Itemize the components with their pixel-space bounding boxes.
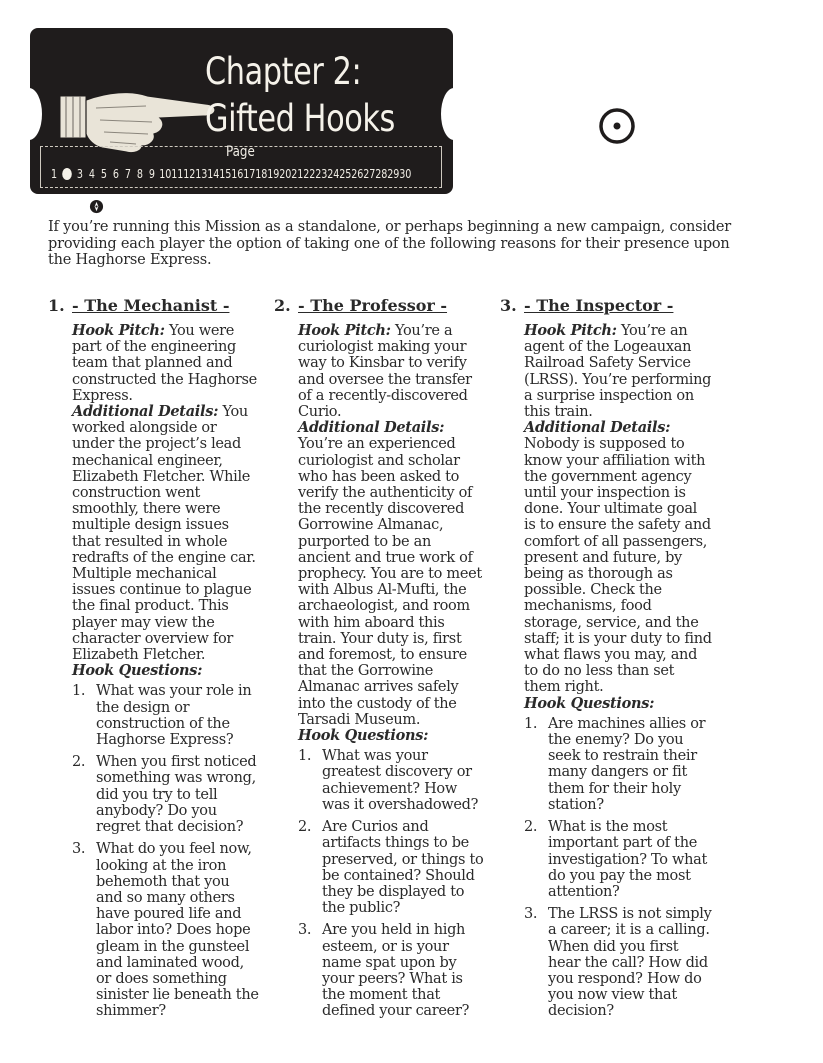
page-number[interactable]: 27 — [363, 167, 376, 181]
page-number[interactable]: 5 — [100, 167, 108, 181]
page-number[interactable]: 15 — [219, 167, 232, 181]
question-number: 2. — [524, 819, 538, 836]
chapter-banner — [30, 28, 453, 194]
hook-details — [72, 404, 260, 663]
hook-column-professor — [274, 296, 486, 1026]
hook-pitch-label: Hook Pitch: — [72, 322, 165, 339]
list-item — [298, 748, 486, 813]
list-item — [524, 716, 712, 813]
question-text: Are Curios and artifacts things to be preserved, or things to be contained? Should they be displayed to the public? — [322, 819, 484, 917]
hook-pitch-label: Hook Pitch: — [298, 322, 391, 339]
page-number[interactable]: 10 — [159, 167, 172, 181]
page-number[interactable]: 29 — [387, 167, 400, 181]
page-number[interactable]: 18 — [255, 167, 268, 181]
list-item — [72, 683, 260, 748]
page-number[interactable]: 3 — [76, 167, 84, 181]
hook-details-label: Additional Details: — [72, 403, 219, 421]
page-number[interactable]: 30 — [399, 167, 412, 181]
page-number[interactable]: 22 — [303, 167, 316, 181]
page-number[interactable]: 24 — [327, 167, 340, 181]
hook-pitch — [524, 323, 712, 420]
list-item — [72, 754, 260, 835]
hook-name: - The Inspector - — [524, 296, 674, 315]
page-number[interactable]: 6 — [112, 167, 120, 181]
circled-dot-icon — [597, 106, 637, 146]
chapter-title-line1: Chapter 2: — [205, 50, 362, 93]
hook-number: 3. — [500, 296, 517, 315]
banner-notch-left — [16, 88, 42, 140]
question-text: What was your greatest discovery or achievement? How was it overshadowed? — [322, 748, 479, 813]
question-text: Are you held in high esteem, or is your name spat upon by your peers? What is the moment that defined your career? — [322, 922, 470, 1020]
hook-questions-list — [298, 748, 486, 1019]
question-text: When you first noticed something was wrong, did you try to tell anybody? Do you regret that decision? — [96, 754, 257, 836]
page-number[interactable]: 14 — [207, 167, 220, 181]
question-number: 3. — [524, 906, 538, 923]
hook-pitch-text: You were part of the engineering team that planned and constructed the Haghorse Express. — [72, 323, 257, 404]
hook-number: 1. — [48, 296, 65, 315]
page-number[interactable]: 23 — [315, 167, 328, 181]
hook-questions-label: Hook Questions: — [72, 662, 203, 680]
question-number: 1. — [72, 683, 86, 700]
hook-details — [298, 420, 486, 728]
hook-questions-list — [524, 716, 712, 1020]
compass-icon — [89, 199, 104, 214]
question-text: What was your role in the design or construction of the Haghorse Express? — [96, 683, 252, 749]
hook-questions-label: Hook Questions: — [298, 727, 429, 745]
question-text: Are machines allies or the enemy? Do you seek to restrain their many dangers or fit them for their holy station? — [548, 715, 706, 813]
hook-name: - The Mechanist - — [72, 296, 230, 315]
question-number: 3. — [72, 841, 86, 858]
page-number[interactable]: 7 — [124, 167, 132, 181]
question-number: 1. — [524, 715, 538, 732]
hook-pitch — [72, 323, 260, 404]
hook-details-label: Additional Details: — [298, 419, 445, 437]
page-number[interactable]: 25 — [339, 167, 352, 181]
page-label: Page — [226, 144, 255, 160]
hook-details-text: You’re an experienced curiologist and scholar who has been asked to verify the authenticity of the recently discovered Gorrowine Almanac, purported to be an ancient and true work of prophecy. You are to meet with Albus Al-Mufti, the archaeologist, and room with him aboard this train. Your duty is, first and foremost, to ensure that the Gorrowine Almanac arrives safely into the custody of the Tarsadi Museum. — [298, 436, 482, 728]
list-item — [524, 906, 712, 1019]
question-number: 2. — [298, 819, 312, 836]
page-number[interactable]: 17 — [243, 167, 256, 181]
hook-heading — [274, 296, 486, 318]
page-number[interactable]: 21 — [291, 167, 304, 181]
chapter-title — [205, 48, 395, 142]
hook-questions-label: Hook Questions: — [524, 694, 655, 712]
question-text: What is the most important part of the investigation? To what do you pay the most attention? — [548, 819, 708, 900]
list-item — [72, 841, 260, 1019]
hook-pitch-text: You’re an agent of the Logeauxan Railroad Safety Service (LRSS). You’re performing a surprise inspection on this train. — [524, 323, 712, 421]
page-number-list — [48, 165, 448, 183]
page-number[interactable]: 13 — [195, 167, 208, 181]
page-number[interactable]: 8 — [136, 167, 144, 181]
hook-number: 2. — [274, 296, 291, 315]
page-number[interactable]: 11 — [171, 167, 184, 181]
list-item — [298, 922, 486, 1019]
page-number[interactable]: 4 — [88, 167, 96, 181]
hook-details-label: Additional Details: — [524, 419, 671, 437]
hook-pitch-label: Hook Pitch: — [524, 322, 617, 339]
page-number[interactable]: 9 — [148, 167, 156, 181]
question-text: What do you feel now, looking at the iron behemoth that you and so many others have poured life and labor into? Does hope gleam in the gunsteel and laminated wood, or does something sinister lie beneath the shimmer? — [96, 841, 259, 1020]
question-number: 3. — [298, 922, 312, 939]
question-text: The LRSS is not simply a career; it is a calling. When did you first hear the call? How did you respond? How do you now view that decision? — [548, 906, 712, 1020]
page-number[interactable]: 26 — [351, 167, 364, 181]
hook-name: - The Professor - — [298, 296, 448, 315]
banner-notch-right — [441, 88, 467, 140]
page-number[interactable]: 19 — [267, 167, 280, 181]
hook-pitch — [298, 323, 486, 420]
pointing-hand-icon — [56, 74, 221, 154]
hook-heading — [48, 296, 260, 318]
hook-details-text: You worked alongside or under the project’s lead mechanical engineer, Elizabeth Fletcher. While construction went smoothly, there were multiple design issues that resulted in whole redrafts of the engine car. Multiple mechanical issues continue to plague the final product. This player may view the character overview for Elizabeth Fletcher. — [72, 404, 256, 664]
list-item — [524, 819, 712, 900]
page-number[interactable]: 16 — [231, 167, 244, 181]
hook-column-mechanist — [48, 296, 260, 1026]
list-item — [298, 819, 486, 916]
page-number[interactable]: 1 — [50, 167, 58, 181]
chapter-title-line2: Gifted Hooks — [205, 97, 395, 140]
question-number: 1. — [298, 748, 312, 765]
page-number-current[interactable] — [62, 168, 72, 180]
page-number[interactable]: 20 — [279, 167, 292, 181]
hook-details-text: Nobody is supposed to know your affiliation with the government agency until your inspection is done. Your ultimate goal is to ensure the safety and comfort of all passengers, present and future, by being as thorough as possible. Check the mechanisms, food storage, service, and the staff; it is your duty to find what flaws you may, and to do no less than set them right. — [524, 436, 712, 696]
hook-details — [524, 420, 712, 695]
hook-column-inspector — [500, 296, 712, 1026]
page-number[interactable]: 12 — [183, 167, 196, 181]
hook-heading — [500, 296, 712, 318]
page-number[interactable]: 28 — [375, 167, 388, 181]
question-number: 2. — [72, 754, 86, 771]
hook-pitch-text: You’re a curiologist making your way to Kinsbar to verify and oversee the transfer of a recently-discovered Curio. — [298, 323, 472, 421]
intro-paragraph: If you’re running this Mission as a standalone, or perhaps beginning a new campaign, consider providing each player the option of taking one of the following reasons for their presence upon the Haghorse Express. — [48, 219, 731, 268]
hook-questions-list — [72, 683, 260, 1019]
